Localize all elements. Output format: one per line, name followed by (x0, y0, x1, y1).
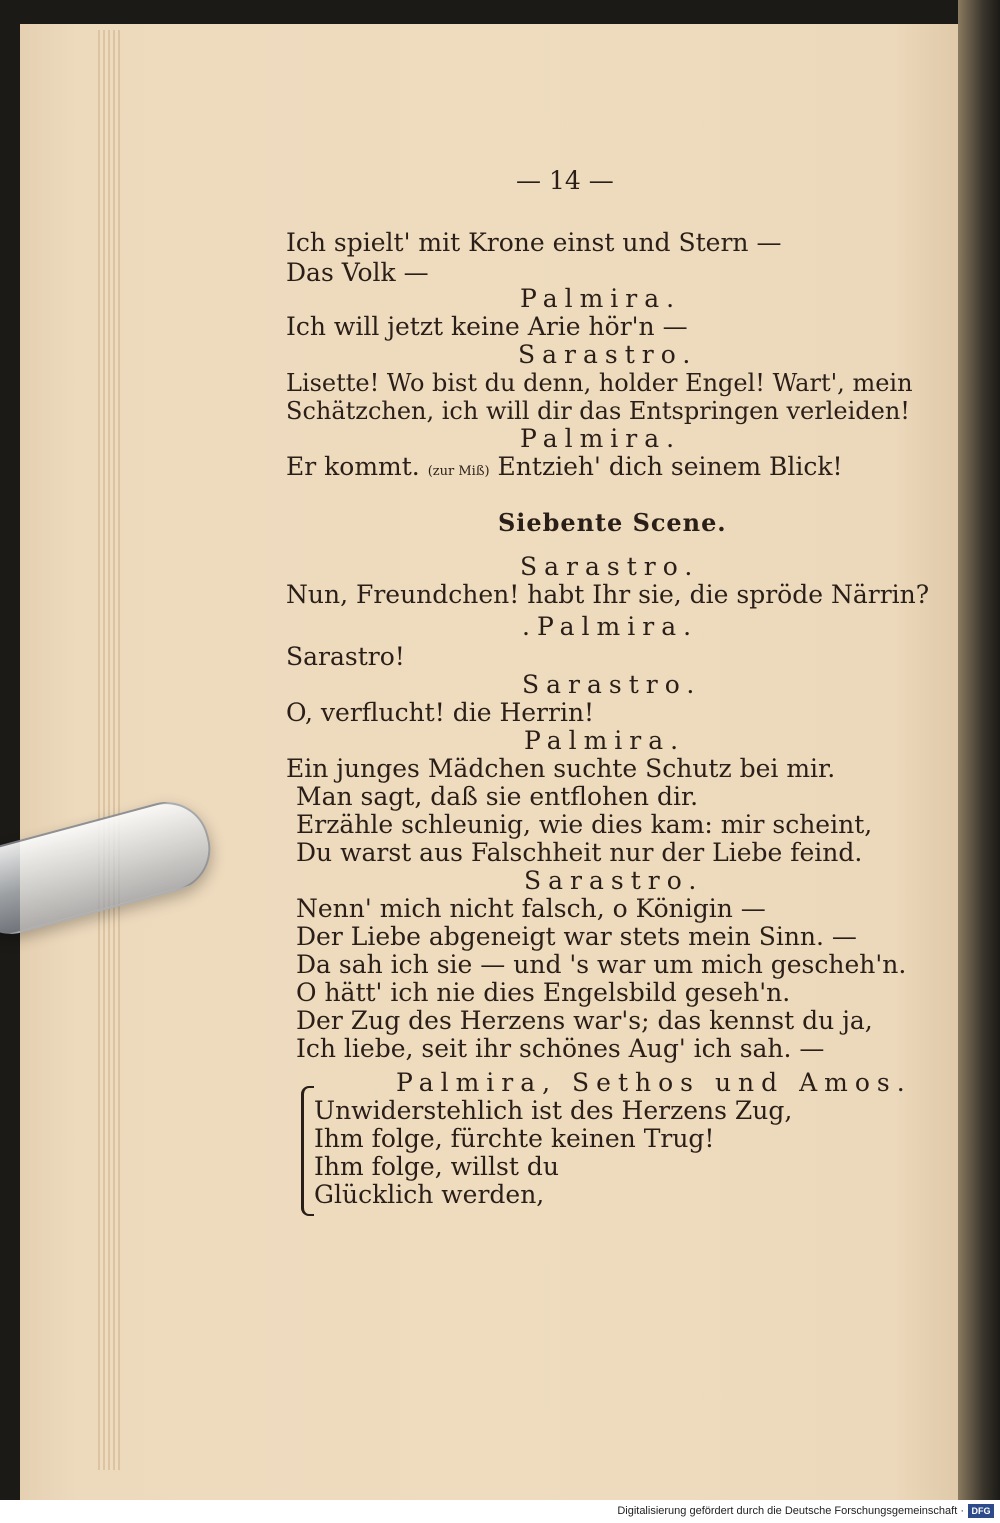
dfg-logo-icon: DFG (968, 1504, 994, 1518)
stage-direction: (zur Miß) (427, 464, 490, 479)
speaker-label: .Palmira. (522, 612, 699, 641)
text-line: O, verflucht! die Herrin! (286, 698, 595, 727)
text-line: Ihm folge, willst du (314, 1152, 559, 1181)
text-line: Unwiderstehlich ist des Herzens Zug, (314, 1096, 793, 1125)
text-line: Du warst aus Falschheit nur der Liebe feind. (296, 838, 863, 867)
text-line: Nenn' mich nicht falsch, o Königin — (296, 894, 766, 923)
digitization-footer (0, 1500, 1000, 1523)
speaker-label: Sarastro. (524, 866, 704, 895)
text-line: Man sagt, daß sie entflohen dir. (296, 782, 699, 811)
text-line: Nun, Freundchen! habt Ihr sie, die spröde Närrin? (286, 580, 930, 609)
text-line: Ich spielt' mit Krone einst und Stern — (286, 228, 782, 257)
speaker-label: Sarastro. (522, 670, 702, 699)
text-line: Ein junges Mädchen suchte Schutz bei mir. (286, 754, 836, 783)
text-line: Der Zug des Herzens war's; das kennst du ja, (296, 1006, 873, 1035)
text-line: Schätzchen, ich will dir das Entspringen verleiden! (286, 397, 910, 425)
text-line: Lisette! Wo bist du denn, holder Engel! Wart', mein (286, 369, 913, 397)
text-segment: Entzieh' dich seinem Blick! (497, 452, 843, 481)
speaker-label: Sarastro. (518, 340, 698, 369)
text-line: Glücklich werden, (314, 1180, 545, 1209)
text-line: Ich will jetzt keine Arie hör'n — (286, 312, 688, 341)
text-line: Sarastro! (286, 642, 405, 671)
speaker-label: Palmira. (520, 284, 682, 313)
footer-credit: Digitalisierung gefördert durch die Deutsche Forschungsgemeinschaft · (617, 1505, 964, 1517)
speaker-label: Palmira. (524, 726, 686, 755)
speaker-label: Palmira, Sethos und Amos. (396, 1068, 912, 1097)
text-segment: Er kommt. (286, 452, 420, 481)
scene-heading: Siebente Scene. (498, 508, 727, 537)
text-line: Ihm folge, fürchte keinen Trug! (314, 1124, 715, 1153)
chorus-brace (301, 1086, 314, 1216)
text-line: Erzähle schleunig, wie dies kam: mir scheint, (296, 810, 873, 839)
page-number: — 14 — (516, 166, 614, 195)
text-line: Der Liebe abgeneigt war stets mein Sinn. — (296, 922, 857, 951)
speaker-label: Sarastro. (520, 552, 700, 581)
text-line: Das Volk — (286, 258, 429, 287)
text-line: O hätt' ich nie dies Engelsbild geseh'n. (296, 978, 791, 1007)
text-line: Da sah ich sie — und 's war um mich gescheh'n. (296, 950, 907, 979)
text-line (286, 452, 843, 487)
speaker-label: Palmira. (520, 424, 682, 453)
text-line: Ich liebe, seit ihr schönes Aug' ich sah. — (296, 1034, 825, 1063)
